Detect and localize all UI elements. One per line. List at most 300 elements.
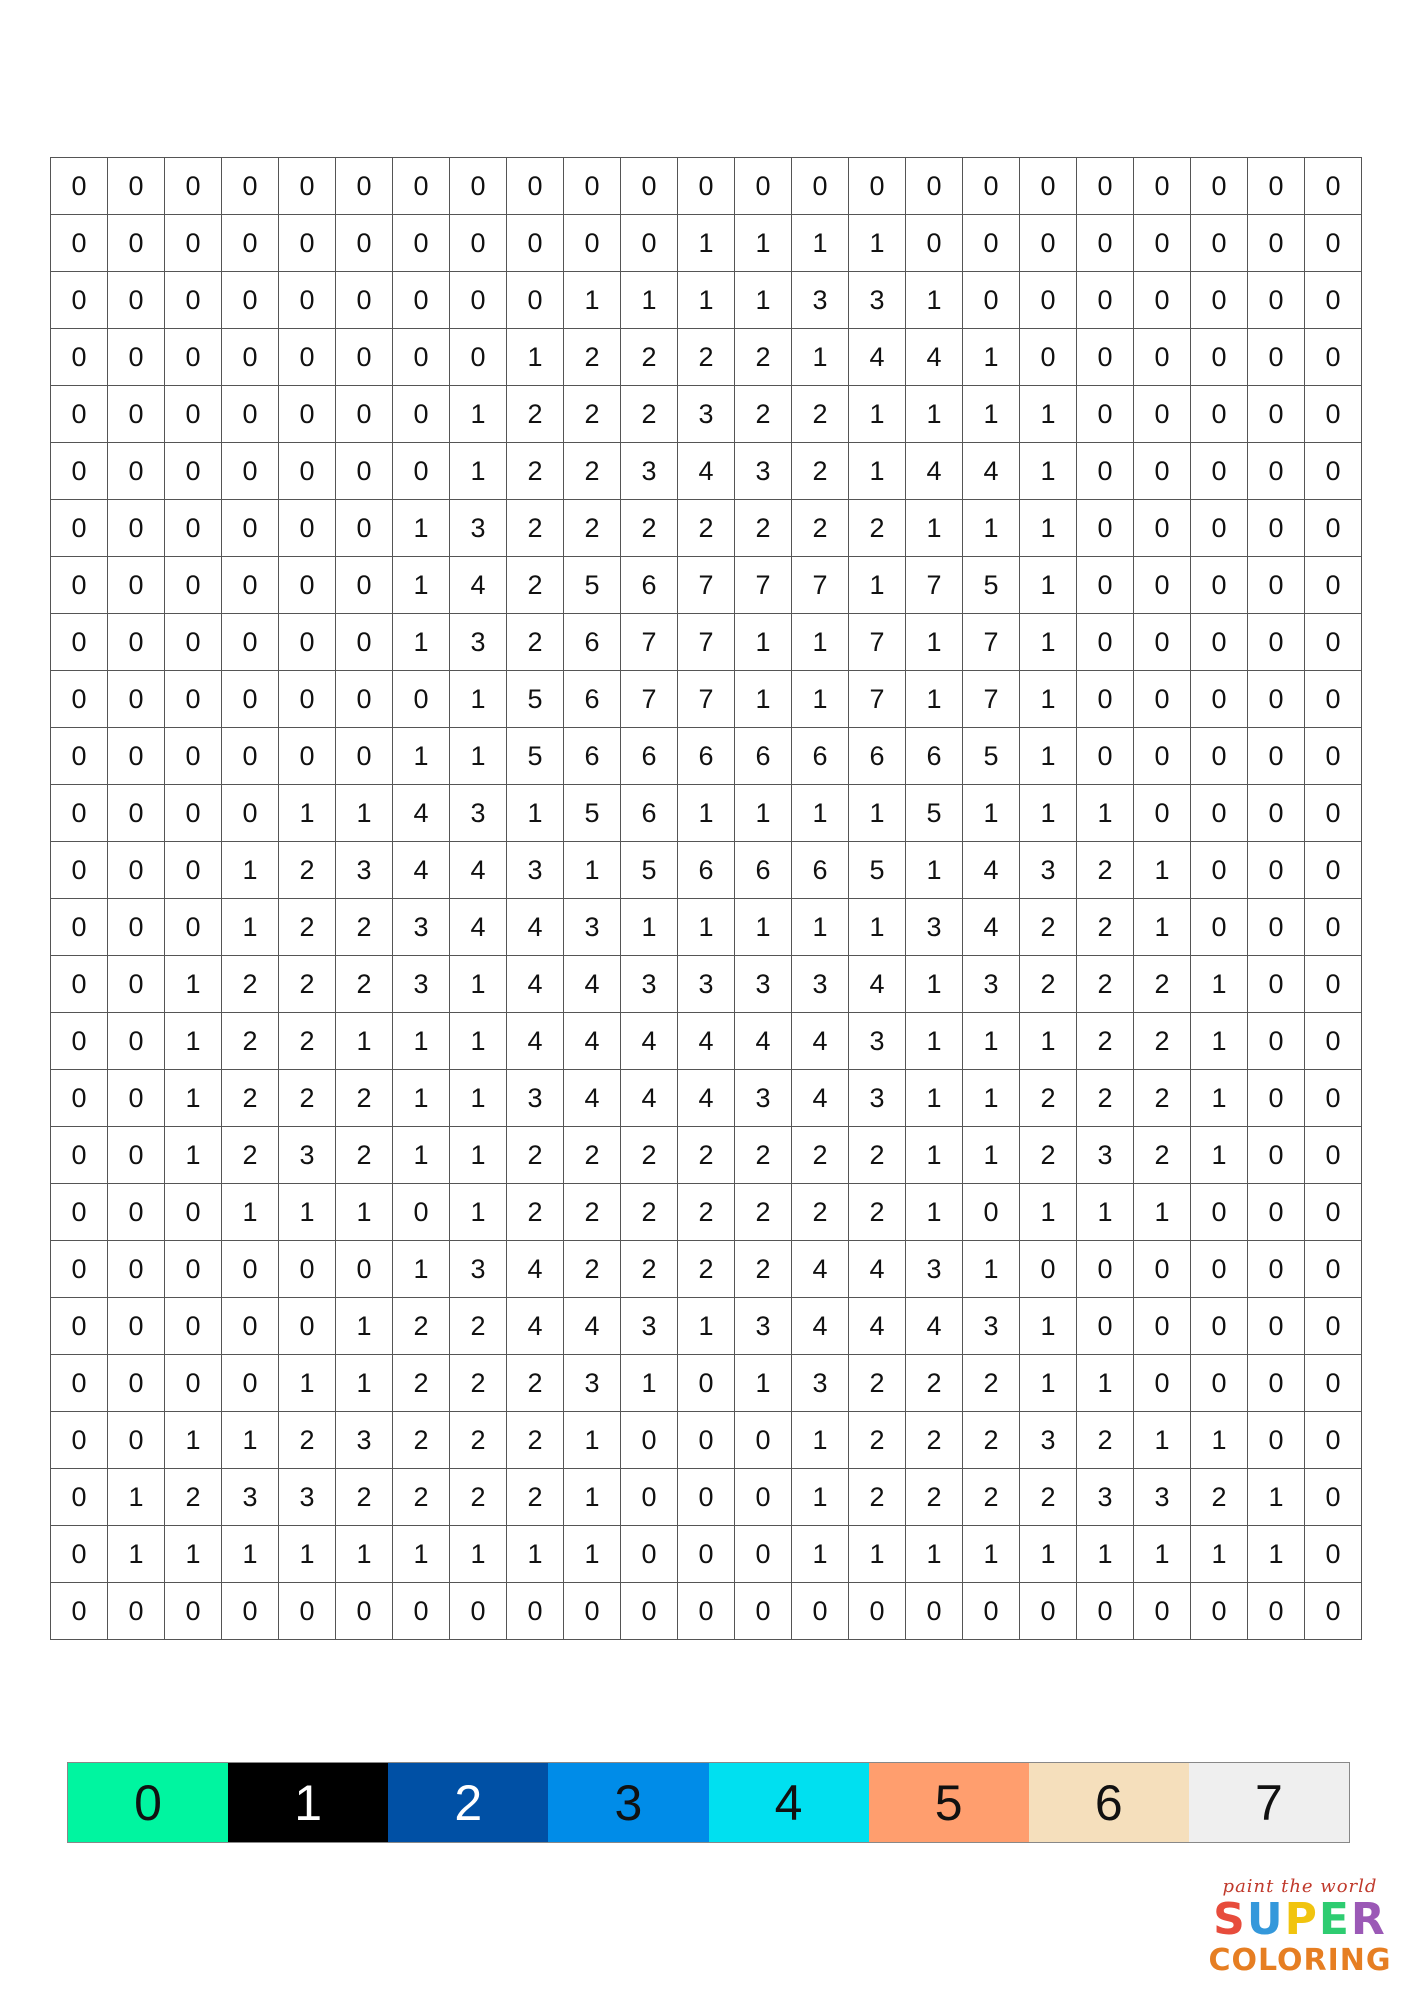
- grid-cell: 1: [450, 1184, 507, 1241]
- grid-cell: 0: [1248, 728, 1305, 785]
- grid-cell: 0: [1248, 1127, 1305, 1184]
- grid-cell: 0: [1134, 1583, 1191, 1640]
- grid-cell: 0: [51, 956, 108, 1013]
- grid-cell: 1: [963, 329, 1020, 386]
- grid-cell: 0: [51, 899, 108, 956]
- grid-cell: 1: [906, 956, 963, 1013]
- grid-cell: 0: [51, 1583, 108, 1640]
- grid-cell: 2: [678, 1241, 735, 1298]
- grid-cell: 0: [1020, 215, 1077, 272]
- grid-cell: 0: [165, 272, 222, 329]
- grid-cell: 0: [165, 1583, 222, 1640]
- grid-cell: 1: [1134, 1526, 1191, 1583]
- grid-cell: 0: [51, 614, 108, 671]
- grid-cell: 0: [1305, 1013, 1362, 1070]
- logo-word-super: SUPER: [1213, 1894, 1387, 1945]
- grid-cell: 0: [393, 215, 450, 272]
- grid-cell: 1: [735, 785, 792, 842]
- grid-row: [51, 728, 1362, 785]
- grid-cell: 1: [450, 728, 507, 785]
- grid-cell: 0: [1248, 500, 1305, 557]
- grid-cell: 3: [849, 1013, 906, 1070]
- grid-cell: 0: [1248, 1241, 1305, 1298]
- grid-cell: 0: [1305, 1070, 1362, 1127]
- grid-cell: 2: [678, 1184, 735, 1241]
- grid-cell: 0: [51, 557, 108, 614]
- grid-cell: 1: [906, 386, 963, 443]
- grid-cell: 6: [735, 842, 792, 899]
- grid-cell: 0: [1191, 1355, 1248, 1412]
- grid-cell: 4: [564, 956, 621, 1013]
- grid-cell: 0: [393, 158, 450, 215]
- grid-cell: 1: [165, 1013, 222, 1070]
- grid-cell: 1: [735, 671, 792, 728]
- grid-cell: 2: [735, 1184, 792, 1241]
- grid-cell: 2: [621, 1184, 678, 1241]
- grid-cell: 2: [507, 386, 564, 443]
- grid-cell: 1: [906, 272, 963, 329]
- grid-cell: 0: [1305, 386, 1362, 443]
- grid-cell: 2: [564, 443, 621, 500]
- grid-cell: 0: [507, 215, 564, 272]
- grid-cell: 1: [450, 671, 507, 728]
- grid-cell: 0: [108, 1013, 165, 1070]
- grid-cell: 1: [906, 1013, 963, 1070]
- grid-cell: 0: [165, 728, 222, 785]
- grid-cell: 1: [564, 842, 621, 899]
- grid-row: [51, 1412, 1362, 1469]
- grid-cell: 0: [108, 1355, 165, 1412]
- grid-cell: 1: [279, 1526, 336, 1583]
- grid-cell: 2: [621, 1127, 678, 1184]
- grid-cell: 0: [678, 1526, 735, 1583]
- grid-cell: 7: [849, 614, 906, 671]
- grid-row: [51, 1583, 1362, 1640]
- grid-cell: 0: [1077, 500, 1134, 557]
- grid-cell: 0: [1248, 671, 1305, 728]
- grid-cell: 3: [621, 443, 678, 500]
- grid-cell: 0: [1305, 899, 1362, 956]
- grid-cell: 0: [165, 443, 222, 500]
- grid-row: [51, 158, 1362, 215]
- grid-cell: 2: [564, 386, 621, 443]
- grid-cell: 0: [450, 272, 507, 329]
- grid-cell: 1: [450, 1013, 507, 1070]
- grid-cell: 0: [1305, 1526, 1362, 1583]
- grid-cell: 0: [336, 671, 393, 728]
- grid-cell: 1: [906, 1184, 963, 1241]
- grid-cell: 1: [1248, 1526, 1305, 1583]
- grid-cell: 1: [849, 386, 906, 443]
- grid-cell: 1: [1077, 785, 1134, 842]
- grid-cell: 0: [1191, 614, 1248, 671]
- grid-cell: 0: [1077, 1298, 1134, 1355]
- grid-cell: 0: [51, 1526, 108, 1583]
- grid-cell: 0: [279, 500, 336, 557]
- grid-cell: 0: [279, 386, 336, 443]
- grid-cell: 2: [1020, 1070, 1077, 1127]
- grid-cell: 0: [108, 500, 165, 557]
- grid-cell: 0: [165, 1241, 222, 1298]
- grid-cell: 2: [849, 1412, 906, 1469]
- grid-cell: 0: [1077, 557, 1134, 614]
- grid-cell: 0: [108, 956, 165, 1013]
- grid-cell: 0: [51, 842, 108, 899]
- grid-cell: 0: [51, 1184, 108, 1241]
- grid-cell: 2: [393, 1355, 450, 1412]
- grid-cell: 2: [963, 1412, 1020, 1469]
- grid-cell: 0: [1248, 1412, 1305, 1469]
- grid-cell: 0: [51, 158, 108, 215]
- grid-cell: 2: [792, 500, 849, 557]
- grid-cell: 1: [336, 1355, 393, 1412]
- grid-cell: 0: [1248, 272, 1305, 329]
- grid-cell: 4: [507, 956, 564, 1013]
- grid-cell: 2: [564, 1184, 621, 1241]
- grid-cell: 0: [108, 671, 165, 728]
- legend-swatch-6: 6: [1029, 1763, 1189, 1842]
- grid-cell: 1: [963, 500, 1020, 557]
- grid-cell: 4: [906, 329, 963, 386]
- grid-cell: 0: [1248, 1070, 1305, 1127]
- legend-swatch-1: 1: [228, 1763, 388, 1842]
- grid-cell: 3: [222, 1469, 279, 1526]
- grid-cell: 0: [393, 671, 450, 728]
- grid-cell: 0: [336, 215, 393, 272]
- grid-cell: 0: [279, 671, 336, 728]
- grid-cell: 4: [507, 899, 564, 956]
- grid-cell: 0: [1077, 671, 1134, 728]
- grid-row: [51, 1526, 1362, 1583]
- grid-cell: 4: [963, 443, 1020, 500]
- grid-cell: 0: [963, 1184, 1020, 1241]
- grid-cell: 4: [564, 1298, 621, 1355]
- grid-cell: 6: [564, 614, 621, 671]
- legend-swatch-2: 2: [388, 1763, 548, 1842]
- grid-cell: 2: [507, 1127, 564, 1184]
- grid-cell: 1: [393, 500, 450, 557]
- grid-cell: 1: [792, 215, 849, 272]
- grid-cell: 0: [222, 671, 279, 728]
- grid-cell: 1: [393, 728, 450, 785]
- grid-cell: 3: [792, 272, 849, 329]
- grid-cell: 0: [906, 1583, 963, 1640]
- grid-cell: 2: [222, 1013, 279, 1070]
- grid-cell: 1: [1020, 671, 1077, 728]
- grid-cell: 0: [51, 1469, 108, 1526]
- grid-cell: 7: [678, 671, 735, 728]
- grid-cell: 2: [336, 899, 393, 956]
- grid-cell: 0: [279, 557, 336, 614]
- grid-cell: 0: [1134, 500, 1191, 557]
- grid-cell: 0: [1020, 329, 1077, 386]
- grid-cell: 0: [564, 1583, 621, 1640]
- grid-cell: 0: [51, 785, 108, 842]
- legend-swatch-5: 5: [869, 1763, 1029, 1842]
- grid-cell: 0: [1191, 785, 1248, 842]
- grid-cell: 0: [279, 158, 336, 215]
- grid-cell: 0: [336, 272, 393, 329]
- grid-cell: 0: [1305, 1127, 1362, 1184]
- grid-cell: 1: [1020, 728, 1077, 785]
- grid-cell: 2: [1077, 956, 1134, 1013]
- grid-cell: 4: [621, 1070, 678, 1127]
- grid-cell: 0: [1305, 1241, 1362, 1298]
- grid-cell: 1: [393, 1127, 450, 1184]
- grid-cell: 0: [678, 1355, 735, 1412]
- grid-cell: 0: [1305, 215, 1362, 272]
- grid-cell: 1: [792, 785, 849, 842]
- grid-cell: 1: [792, 1412, 849, 1469]
- grid-cell: 0: [279, 215, 336, 272]
- grid-cell: 2: [1020, 1127, 1077, 1184]
- grid-cell: 1: [222, 1412, 279, 1469]
- grid-cell: 3: [792, 956, 849, 1013]
- grid-cell: 1: [336, 1013, 393, 1070]
- grid-cell: 2: [1077, 899, 1134, 956]
- grid-cell: 2: [1134, 1070, 1191, 1127]
- grid-cell: 1: [222, 842, 279, 899]
- grid-cell: 0: [51, 272, 108, 329]
- grid-cell: 0: [1305, 1469, 1362, 1526]
- grid-cell: 0: [108, 443, 165, 500]
- grid-cell: 0: [336, 443, 393, 500]
- grid-cell: 2: [849, 1127, 906, 1184]
- grid-cell: 6: [849, 728, 906, 785]
- grid-cell: 4: [792, 1298, 849, 1355]
- grid-cell: 0: [849, 1583, 906, 1640]
- grid-cell: 0: [735, 158, 792, 215]
- grid-cell: 1: [507, 785, 564, 842]
- grid-cell: 6: [906, 728, 963, 785]
- grid-cell: 3: [1134, 1469, 1191, 1526]
- grid-cell: 3: [849, 272, 906, 329]
- grid-cell: 2: [336, 956, 393, 1013]
- grid-cell: 0: [621, 1412, 678, 1469]
- grid-cell: 2: [393, 1412, 450, 1469]
- grid-cell: 1: [393, 557, 450, 614]
- grid-cell: 1: [678, 899, 735, 956]
- grid-cell: 1: [165, 956, 222, 1013]
- grid-cell: 2: [678, 1127, 735, 1184]
- supercoloring-logo: [1205, 1876, 1395, 1986]
- grid-cell: 0: [222, 1298, 279, 1355]
- grid-cell: 1: [621, 272, 678, 329]
- grid-cell: 1: [1020, 1298, 1077, 1355]
- grid-cell: 0: [906, 215, 963, 272]
- grid-cell: 4: [906, 443, 963, 500]
- grid-row: [51, 956, 1362, 1013]
- grid-cell: 0: [108, 785, 165, 842]
- grid-row: [51, 1241, 1362, 1298]
- grid-cell: 0: [51, 329, 108, 386]
- grid-cell: 0: [393, 329, 450, 386]
- grid-cell: 0: [1191, 215, 1248, 272]
- grid-cell: 2: [1020, 1469, 1077, 1526]
- grid-cell: 1: [165, 1526, 222, 1583]
- grid-cell: 0: [1305, 1298, 1362, 1355]
- grid-cell: 0: [165, 158, 222, 215]
- grid-cell: 0: [564, 158, 621, 215]
- grid-cell: 0: [336, 728, 393, 785]
- grid-cell: 2: [621, 386, 678, 443]
- grid-cell: 0: [222, 272, 279, 329]
- grid-cell: 0: [1077, 728, 1134, 785]
- grid-cell: 0: [450, 215, 507, 272]
- grid-cell: 0: [792, 158, 849, 215]
- grid-cell: 0: [735, 1469, 792, 1526]
- grid-cell: 0: [165, 557, 222, 614]
- grid-cell: 0: [1248, 557, 1305, 614]
- grid-cell: 0: [222, 728, 279, 785]
- grid-cell: 4: [450, 842, 507, 899]
- grid-cell: 1: [1077, 1526, 1134, 1583]
- grid-cell: 0: [222, 329, 279, 386]
- grid-cell: 2: [507, 500, 564, 557]
- grid-cell: 0: [1305, 956, 1362, 1013]
- grid-cell: 1: [507, 329, 564, 386]
- grid-cell: 0: [1134, 671, 1191, 728]
- grid-cell: 1: [792, 614, 849, 671]
- grid-cell: 1: [1020, 386, 1077, 443]
- grid-cell: 1: [108, 1469, 165, 1526]
- grid-cell: 1: [678, 785, 735, 842]
- grid-cell: 4: [450, 899, 507, 956]
- grid-cell: 0: [1248, 614, 1305, 671]
- grid-cell: 4: [906, 1298, 963, 1355]
- grid-cell: 1: [108, 1526, 165, 1583]
- grid-cell: 2: [735, 500, 792, 557]
- grid-cell: 1: [1020, 614, 1077, 671]
- grid-row: [51, 557, 1362, 614]
- grid-cell: 1: [165, 1127, 222, 1184]
- grid-cell: 1: [963, 1127, 1020, 1184]
- grid-cell: 0: [1248, 1184, 1305, 1241]
- grid-cell: 0: [963, 158, 1020, 215]
- grid-cell: 0: [51, 728, 108, 785]
- grid-cell: 0: [279, 1298, 336, 1355]
- grid-cell: 1: [906, 500, 963, 557]
- grid-cell: 0: [1191, 899, 1248, 956]
- grid-cell: 4: [963, 842, 1020, 899]
- grid-cell: 1: [1077, 1355, 1134, 1412]
- grid-cell: 1: [906, 842, 963, 899]
- grid-cell: 1: [450, 1070, 507, 1127]
- grid-cell: 7: [621, 614, 678, 671]
- grid-cell: 1: [222, 899, 279, 956]
- grid-cell: 4: [849, 956, 906, 1013]
- grid-cell: 3: [279, 1127, 336, 1184]
- grid-cell: 1: [393, 614, 450, 671]
- grid-cell: 0: [450, 329, 507, 386]
- grid-cell: 1: [507, 1526, 564, 1583]
- grid-cell: 0: [1248, 1355, 1305, 1412]
- grid-cell: 2: [222, 1070, 279, 1127]
- grid-cell: 7: [906, 557, 963, 614]
- grid-cell: 1: [735, 899, 792, 956]
- grid-cell: 1: [963, 1070, 1020, 1127]
- grid-cell: 0: [222, 1241, 279, 1298]
- grid-cell: 2: [1077, 1412, 1134, 1469]
- grid-cell: 0: [222, 1355, 279, 1412]
- grid-cell: 0: [51, 215, 108, 272]
- grid-cell: 0: [222, 557, 279, 614]
- color-legend: [67, 1762, 1350, 1843]
- grid-cell: 0: [1248, 956, 1305, 1013]
- grid-cell: 1: [963, 785, 1020, 842]
- grid-cell: 4: [507, 1298, 564, 1355]
- grid-cell: 1: [1134, 899, 1191, 956]
- grid-cell: 1: [222, 1526, 279, 1583]
- grid-cell: 4: [792, 1241, 849, 1298]
- grid-cell: 0: [1020, 272, 1077, 329]
- grid-cell: 1: [621, 899, 678, 956]
- grid-cell: 2: [849, 1184, 906, 1241]
- grid-cell: 0: [336, 158, 393, 215]
- grid-cell: 1: [393, 1070, 450, 1127]
- grid-cell: 2: [906, 1355, 963, 1412]
- grid-cell: 1: [165, 1070, 222, 1127]
- grid-cell: 2: [963, 1469, 1020, 1526]
- grid-cell: 2: [450, 1298, 507, 1355]
- grid-row: [51, 443, 1362, 500]
- grid-cell: 2: [1020, 899, 1077, 956]
- grid-cell: 0: [1305, 329, 1362, 386]
- grid-cell: 1: [1191, 1412, 1248, 1469]
- grid-cell: 3: [735, 956, 792, 1013]
- grid-cell: 0: [165, 1298, 222, 1355]
- grid-cell: 2: [678, 500, 735, 557]
- grid-cell: 0: [51, 500, 108, 557]
- grid-cell: 2: [564, 500, 621, 557]
- grid-cell: 4: [507, 1241, 564, 1298]
- grid-cell: 0: [963, 272, 1020, 329]
- grid-cell: 0: [108, 215, 165, 272]
- grid-cell: 0: [621, 215, 678, 272]
- grid-cell: 0: [279, 272, 336, 329]
- grid-cell: 0: [108, 1127, 165, 1184]
- grid-cell: 2: [222, 1127, 279, 1184]
- grid-cell: 0: [1077, 443, 1134, 500]
- grid-cell: 0: [1248, 329, 1305, 386]
- grid-cell: 0: [1134, 443, 1191, 500]
- grid-cell: 2: [906, 1469, 963, 1526]
- grid-cell: 0: [1248, 785, 1305, 842]
- grid-cell: 4: [393, 785, 450, 842]
- grid-cell: 0: [108, 1241, 165, 1298]
- grid-cell: 1: [450, 956, 507, 1013]
- grid-cell: 1: [1020, 1355, 1077, 1412]
- grid-cell: 0: [279, 614, 336, 671]
- grid-cell: 1: [564, 1412, 621, 1469]
- grid-cell: 2: [336, 1070, 393, 1127]
- grid-row: [51, 1355, 1362, 1412]
- grid-cell: 0: [51, 1127, 108, 1184]
- grid-cell: 0: [108, 1184, 165, 1241]
- legend-swatch-4: 4: [709, 1763, 869, 1842]
- grid-cell: 0: [51, 1298, 108, 1355]
- grid-cell: 2: [906, 1412, 963, 1469]
- grid-cell: 3: [1020, 1412, 1077, 1469]
- grid-cell: 3: [849, 1070, 906, 1127]
- grid-cell: 4: [849, 1298, 906, 1355]
- grid-cell: 1: [1077, 1184, 1134, 1241]
- grid-cell: 7: [735, 557, 792, 614]
- grid-cell: 0: [51, 1241, 108, 1298]
- grid-cell: 3: [450, 1241, 507, 1298]
- grid-cell: 2: [1077, 1013, 1134, 1070]
- grid-cell: 2: [507, 1184, 564, 1241]
